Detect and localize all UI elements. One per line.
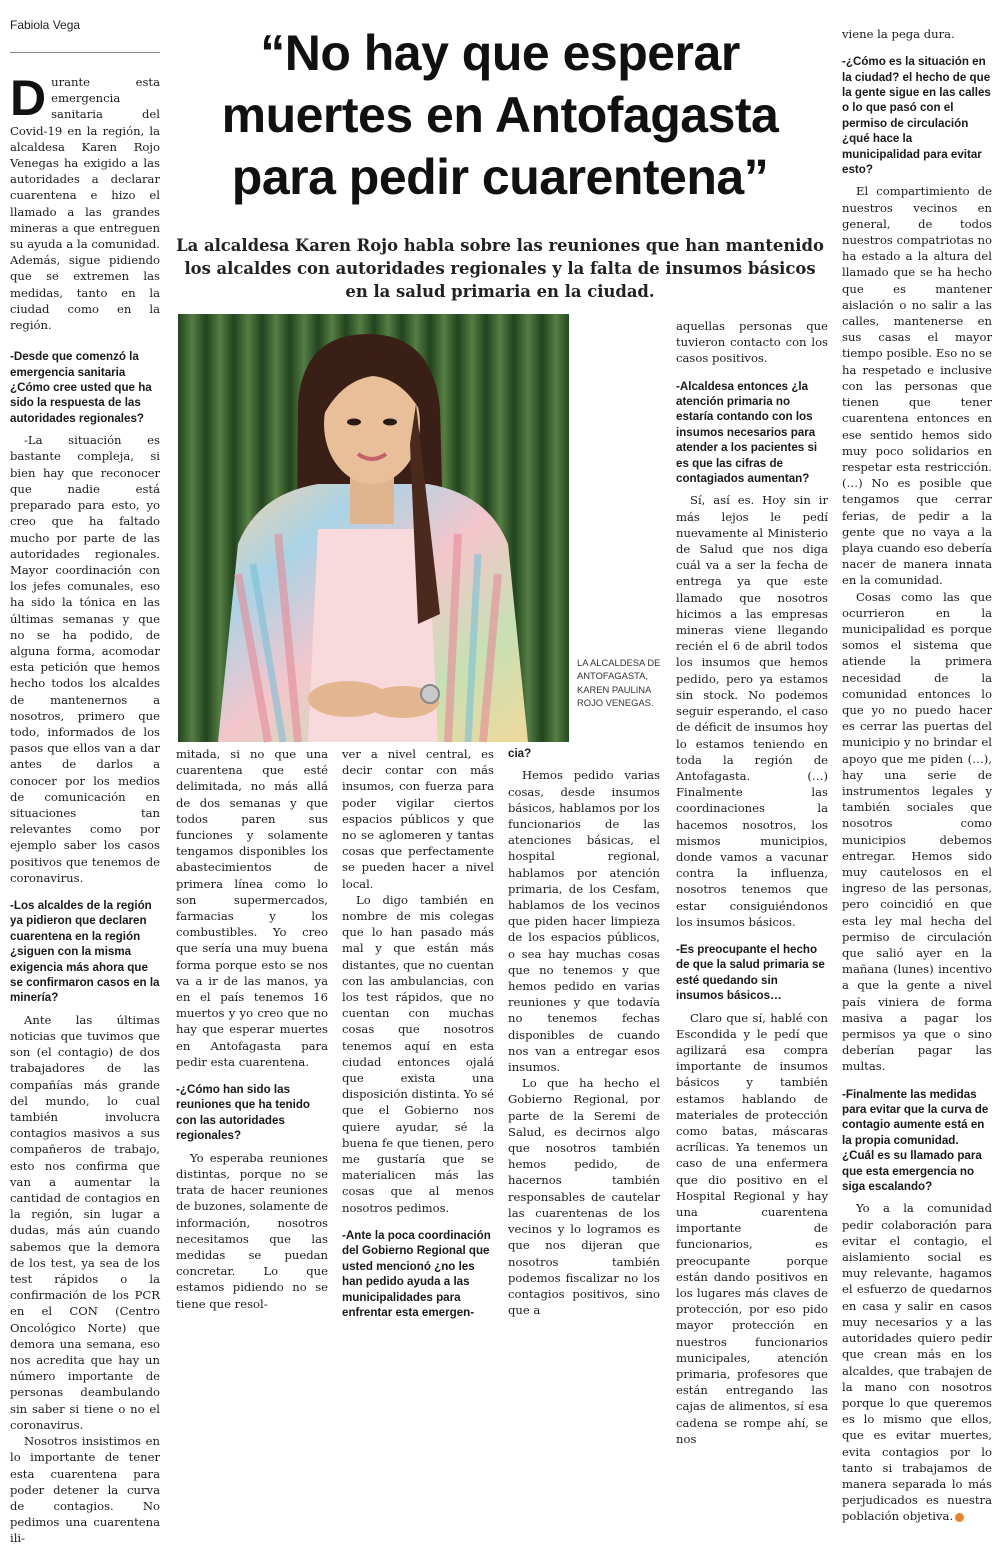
answer-paragraph: Claro que sí, hablé con Escondida y le pedí que agilizará esa compra importante de insumos básicos y también estamos hablando de materiales de protección como batas, máscaras acrílicas. Ya tenemos un caso de una enfermera que dio positivo en el Hospital Regional y hay una cuarentena importante de funcionarios, es preocupante porque están dando positivos en los lugares más claves de protección, por eso pido mayor protección en nuestros funcionarios municipales, atención primaria, profesores que están entregando las cajas de alimentos, sí esa cadena se rompe ahí, se nos [676,1010,828,1446]
answer-paragraph: Sí, así es. Hoy sin ir más lejos le pedí nuevamente al Ministerio de Salud que nos diga cuál va a ser la fecha de entrega ya que este llamado que nosotros hicimos a las empresas mineras viene llegando recién el 6 de abril todos los insumos que hemos pedido, pero ya estamos sin stock. No podemos seguir esperando, el caso de déficit de insumos hoy lo estamos teniendo en toda la región de Antofagasta. (…) Finalmente las coordinaciones la hacemos nosotros, los mismos municipios, donde vamos a vacunar contra la influenza, nosotros tenemos que estar consiguiéndonos los insumos básicos. [676,493,828,929]
answer-paragraph: Lo digo también en nombre de mis colegas que lo han pasado más mal y que están más distantes, que no cuentan con las ambulancias, con los test rápidos, que no cuentan con muchas cosas que nosotros tenemos aquí en esta ciudad entonces ojalá que exista una disposición distinta. Yo sé que el Gobierno nos quiere ayudar, sé la buena fe que tienen, pero me gustaría que se materialicen más las cosas que al menos nosotros pedimos. [342,892,494,1215]
answer-paragraph: Nosotros insistimos en lo importante de tener esta cuarentena para poder detener la curva de contagios. No pedimos una cuarentena ili- [10,1434,160,1546]
article-column-2 [176,746,328,1311]
question-5: -Alcaldesa entonces ¿la atención primaria no estaría contando con los insumos necesarios para atender a los pacientes si es que las cifras de contagiados aumentan? [676,379,818,486]
question-4: -Ante la poca coordinación del Gobierno Regional que usted mencionó ¿no les han pedido ayuda a las municipalidades para enfrentar esta emergen- [342,1228,491,1319]
question-8: -Finalmente las medidas para evitar que la curva de contagio aumente está en la propia comunidad. ¿Cuál es su llamado para que esta emergencia no siga escalando? [842,1087,989,1194]
answer-paragraph: Hemos pedido varias cosas, desde insumos básicos, hablamos por los funcionarios de las atenciones básicas, el hospital regional, hablamos por atención primaria, de los Cesfam, hablamos de los vecinos que piden hacer limpieza de los espacios públicos, o sea hay muchas cosas que no tenemos y que hemos pedido en varias reuniones y que todavía no tenemos fechas disponibles de cuando nos van a entregar esos insumos. [508,768,660,1075]
answer-paragraph: Cosas como las que ocurrieron en la municipalidad es porque somos el sistema que atiende la primera necesidad de la comunidad entonces lo que yo no puedo hacer es cerrar las puertas del municipio y no brindar el apoyo que me piden (…), hay una serie de instrumentos legales y también sociales que nosotros como municipios debemos entregar. Hemos sido muy cautelosos en el ingreso de las personas, pero coincidió en que esta ley mal hecha del permiso de circulación que salió ayer en la mañana (lunes) incentivo a que la gente a nivel país viniera de forma masiva a pagar los permisos ya que o sino deberían pagar las multas. [842,589,992,1074]
question-3: -¿Cómo han sido las reuniones que ha tenido con las autoridades regionales? [176,1083,310,1143]
question-6: -Es preocupante el hecho de que la salud primaria se esté quedando sin insumos básicos… [676,942,825,1003]
question-7: -¿Cómo es la situación en la ciudad? el hecho de que la gente sigue en las calles o lo que pasó con el permiso de circulación ¿qué hace la municipalidad para evitar esto? [842,55,991,177]
answer-paragraph: -La situación es bastante compleja, si bien hay que reconocer que nadie está preparado para esto, yo creo que ha faltado mucho por parte de las autoridades regionales. Mayor coordinación con los jefes comunales, eso ha sido la tónica en las últimas semanas y que no se ha podido, de alguna forma, acomodar esta petición que hemos hecho todos los alcaldes de mantenernos a nosotros, primero que todo, informados de los pasos que ellos van a dar antes de darlos a conocer por los medios de comunicación en situaciones tan relevantes como por ejemplo saber los casos positivos que tenemos de coronavirus. [10,433,160,885]
article-column-5 [842,26,992,1524]
question-2: -Los alcaldes de la región ya pidieron que declaren cuarentena en la región ¿siguen con la misma exigencia más ahora que se confirmaron casos en la minería? [10,898,160,1005]
intro-paragraph: Durante esta emergencia sanitaria del Covid-19 en la región, la alcaldesa Karen Rojo Venegas ha exigido a las autoridades a declarar cuarentena e hizo el llamado a las grandes mineras a que entreguen su ayuda a la comunidad. Además, sigue pidiendo que se extremen las medidas, tanto en la ciudad como en la región. [10,70,160,333]
article-column-4 [676,318,828,1446]
portrait-illustration [178,314,569,742]
answer-paragraph: mitada, si no que una cuarentena que esté delimitada, no más allá de dos semanas y que todos paren sus funciones y solamente tengamos disponibles los abastecimientos de primera línea como lo son supermercados, farmacias y los combustibles. Yo creo que sería una muy buena forma porque esto se nos va a ir de las manos, ya en el país tenemos 16 muertos y yo creo que no hay que esperar muertes en Antofagasta para pedir esta cuarentena. [176,747,328,1069]
question-1: -Desde que comenzó la emergencia sanitaria ¿Cómo cree usted que ha sido la respuesta de las autoridades regionales? [10,350,152,425]
article-column-1 [10,70,160,1546]
mayor-photo [178,314,569,742]
answer-paragraph: viene la pega dura. [842,27,955,41]
byline: Fabiola Vega [10,18,81,32]
byline-divider [10,52,160,53]
answer-paragraph: Yo esperaba reuniones distintas, porque no se trata de hacer reuniones de buzones, solamente de información, nosotros necesitamos que las medidas se puedan concretar. Lo que estamos pidiendo no se tiene que resol- [176,1150,328,1311]
article-column-3b [508,746,660,1318]
answer-paragraph: Yo a la comunidad pedir colaboración para evitar el contagio, el aislamiento social es muy relevante, hagamos el esfuerzo de quedarnos en casa y salir en casos muy necesarios y a las autoridades quiero pedir que crean más en los alcaldes, que trabajen de la mano con nosotros porque lo que queremos es lo mismo que ellos, que es evitar muertes, evita contagios por lo tanto si trabajamos de manera separada lo más perjudicados es nuestra población objetiva. [842,1201,992,1524]
question-4-end: cia? [508,747,532,760]
answer-paragraph: aquellas personas que tuvieron contacto con los casos positivos. [676,319,828,366]
answer-paragraph: El compartimiento de nuestros vecinos en general, de todos nuestros compatriotas no ha estado a la altura del llamado que se ha hecho que es mantener aislación o no salir a las calles, mantenerse en sus casas el mayor tiempo posible. Eso no se ha respetado e inclusive con las personas que tienen que tener cuarentena entonces en ese sentido hemos sido muy poco solidarios en respetar esta restricción. (…) No es posible que tengamos que cerrar ferias, de pedir a la gente que no vaya a la playa cuando eso debería nacer de manera innata en la comunidad. [842,184,992,588]
headline: “No hay que esperar muertes en Antofagasta para pedir cuarentena” [221,25,779,205]
article-column-3 [342,746,494,1319]
photo-caption: LA ALCALDESA DE ANTOFAGASTA, KAREN PAULINA ROJO VENEGAS. [577,657,661,709]
drop-cap: D [10,70,47,126]
answer-paragraph: ver a nivel central, es decir contar con más insumos, con fuerza para poder vigilar ciertos espacios públicos y que no se aglomeren y tantas cosas que perfectamente se pueden hacer a nivel local. [342,747,494,891]
answer-paragraph: Lo que ha hecho el Gobierno Regional, por parte de la Seremi de Salud, es decirnos algo que nosotros también hemos pedido, de hacernos también responsables de cautelar las cuarentenas de los vecinos y lo logramos es que nos dijeran que nosotros también podemos fiscalizar no los contagios positivos, sino que a [508,1076,660,1318]
answer-paragraph: Ante las últimas noticias que tuvimos que son (el contagio) de dos trabajadores de las compañías más grande del mundo, lo cual también involucra contagios masivos a sus compañeros de trabajo, esto nos confirma que van a aumentar la cantidad de contagios en la región, sin lugar a dudas, más aún cuando sabemos que la demora de los test, ya sea de los test rápidos o la confirmación de los PCR en el CON (Centro Oncológico Norte) que demora una semana, eso nos acredita que hay un número importante de personas deambulando sin saber si tiene o no el coronavirus. [10,1012,160,1432]
deck-subtitle: La alcaldesa Karen Rojo habla sobre las reuniones que han mantenido los alcaldes con autoridades regionales y la falta de insumos básicos en la salud primaria en la ciudad. [176,236,824,301]
end-of-article-icon [955,1513,964,1522]
